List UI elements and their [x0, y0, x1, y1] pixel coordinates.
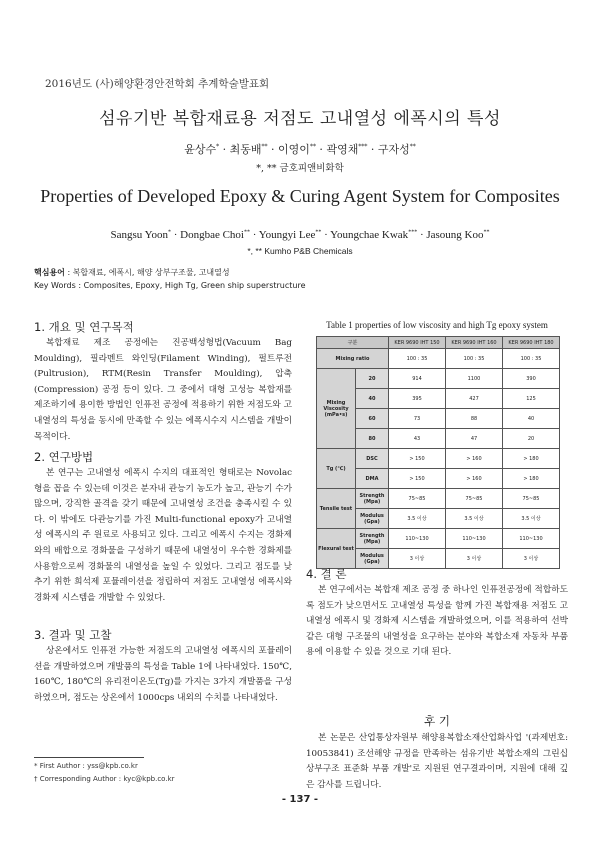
table-cell: 3 이상 — [446, 549, 503, 569]
table-cell: 100 : 35 — [389, 349, 446, 369]
table-cell: 390 — [503, 369, 560, 389]
row-sublabel: Strength (Mpa) — [356, 529, 389, 549]
properties-table — [316, 336, 560, 569]
section-3-text: 상온에서도 인퓨전 가능한 저점도의 고내열성 에폭시의 포뮬레이션을 개발하였으며 개발품의 특성을 Table 1에 나타내었다. 150℃, 160℃, 180℃의 유리전이온도(Tg)를 가지는 3가지 개발품을 구성하였으며, 점도는 상온에서 1000cps 내외의 수치를 나타내었다. — [34, 646, 292, 703]
section-4-title: 4. 결 론 — [306, 567, 347, 581]
table-cell: 110~130 — [389, 529, 446, 549]
table-cell: 110~130 — [503, 529, 560, 549]
authors-english: Sangsu Yoon* · Dongbae Choi** · Youngyi Lee** · Youngchae Kwak*** · Jasoung Koo** — [110, 229, 490, 241]
table-cell: > 180 — [503, 449, 560, 469]
table-cell: 110~130 — [446, 529, 503, 549]
author-ko: 곽영채 — [326, 143, 359, 156]
table-caption: Table 1 properties of low viscosity and high Tg epoxy system — [326, 320, 548, 330]
row-group-label: Tensile test — [317, 489, 356, 529]
author-ko: 최동배 — [229, 143, 262, 156]
table-cell: 47 — [446, 429, 503, 449]
row-label: Mixing ratio — [317, 349, 389, 369]
table-header-cell: KER 9690 IHT 180 — [503, 337, 560, 349]
author-ko: 이영이 — [278, 143, 310, 156]
table-header-cell: 구분 — [317, 337, 389, 349]
table-header-cell: KER 9690 IHT 160 — [446, 337, 503, 349]
conference-header: 2016년도 (사)해양환경안전학회 추계학술발표회 — [45, 78, 270, 90]
title-english: Properties of Developed Epoxy & Curing Agent System for Composites — [40, 186, 560, 206]
table-cell: > 150 — [389, 449, 446, 469]
table-cell: 20 — [503, 429, 560, 449]
table-cell: 75~85 — [503, 489, 560, 509]
row-group-label: Tg (℃) — [317, 449, 356, 489]
authors-korean: 윤상수* · 최동배** · 이영이** · 곽영채*** · 구자성** — [184, 143, 416, 156]
section-3-title: 3. 결과 및 고찰 — [34, 628, 112, 642]
row-sublabel: DMA — [356, 469, 389, 489]
table-cell: 75~85 — [446, 489, 503, 509]
table-cell: 914 — [389, 369, 446, 389]
table-header-cell: KER 9690 IHT 150 — [389, 337, 446, 349]
table-cell: 73 — [389, 409, 446, 429]
title-korean: 섬유기반 복합재료용 저점도 고내열성 에폭시의 특성 — [99, 109, 501, 129]
author-ko: 윤상수 — [184, 143, 217, 156]
author-en: Dongbae Choi — [180, 229, 244, 241]
row-group-label: Flexural test — [317, 529, 356, 569]
row-sublabel: 20 — [356, 369, 389, 389]
author-en: Sangsu Yoon — [110, 229, 168, 241]
table-cell: > 160 — [446, 449, 503, 469]
table-cell: 43 — [389, 429, 446, 449]
table-cell: 100 : 35 — [503, 349, 560, 369]
section-1-title: 1. 개요 및 연구목적 — [34, 320, 134, 334]
table-cell: > 160 — [446, 469, 503, 489]
table-cell: 88 — [446, 409, 503, 429]
author-en: Youngyi Lee — [258, 229, 316, 241]
table-cell: 3.5 이상 — [446, 509, 503, 529]
table-cell: 3 이상 — [389, 549, 446, 569]
footnote-corresponding-author: † Corresponding Author : kyc@kpb.co.kr — [34, 775, 175, 783]
table-cell: > 150 — [389, 469, 446, 489]
row-group-label: Mixing Viscosity (mPa•s) — [317, 369, 356, 449]
section-1-text: 복합재료 제조 공정에는 진공백성형법(Vacuum Bag Moulding), 필라멘트 와인딩(Filament Winding), 펄트루전(Pultrusion), RTM(Resin Transfer Moulding), 압축(Compression) 공정 등이 있다. 그 중에서 대형 고성능 복합재를 제조하기에 용이한 방법인 인퓨전 공정에 적용하기 위한 저점도와 고내열성의 특성을 동시에 만족할 수 있는 에폭시수지 시스템을 개발이 목적이다. — [34, 338, 292, 442]
table-cell: 395 — [389, 389, 446, 409]
row-sublabel: 80 — [356, 429, 389, 449]
table-cell: 427 — [446, 389, 503, 409]
section-2-title: 2. 연구방법 — [34, 450, 94, 464]
row-sublabel: 60 — [356, 409, 389, 429]
table-cell: 3.5 이상 — [389, 509, 446, 529]
footnote-divider — [34, 757, 144, 758]
table-cell: 100 : 35 — [446, 349, 503, 369]
row-sublabel: Modulus (Gpa) — [356, 549, 389, 569]
table-cell: 3.5 이상 — [503, 509, 560, 529]
section-4-text: 본 연구에서는 복합재 제조 공정 중 하나인 인퓨전공정에 적합하도록 점도가 낮으면서도 고내열성 특성을 함께 가진 복합재용 저점도 고내열성 에폭시 및 경화제 시스템을 개발하였으며, 이를 적용하여 선박 같은 대형 구조물의 내열성을 요구하는 분야와 복합소재 자동차 부품용에 이용할 수 있을 것으로 기대 된다. — [306, 585, 568, 658]
table-cell: 40 — [503, 409, 560, 429]
table-cell: 3 이상 — [503, 549, 560, 569]
affiliation-korean: *, ** 금호피앤비화학 — [256, 163, 344, 174]
table-cell: > 180 — [503, 469, 560, 489]
author-en: Youngchae Kwak — [330, 229, 409, 241]
affiliation-english: *, ** Kumho P&B Chemicals — [247, 246, 353, 256]
table-cell: 1100 — [446, 369, 503, 389]
row-sublabel: Strength (Mpa) — [356, 489, 389, 509]
keywords-english: Key Words : Composites, Epoxy, High Tg, Green ship superstructure — [34, 281, 306, 290]
footnote-first-author: * First Author : yss@kpb.co.kr — [34, 762, 138, 770]
table-cell: 125 — [503, 389, 560, 409]
acknowledgement-title: 후 기 — [424, 714, 450, 728]
page-number: - 137 - — [281, 794, 319, 805]
row-sublabel: 40 — [356, 389, 389, 409]
table-cell: 75~85 — [389, 489, 446, 509]
row-sublabel: Modulus (Gpa) — [356, 509, 389, 529]
author-ko: 구자성 — [377, 143, 410, 156]
section-2-text: 본 연구는 고내열성 에폭시 수지의 대표적인 형태로는 Novolac형을 꼽을 수 있는데 이것은 분자내 관능기 농도가 높고, 관능기 수가 많으며, 강직한 골격을 갖기 때문에 고내열성 조건을 충족시킬 수 있다. 이 밖에도 다관능기를 가진 Multi-functional epoxy가 고내열성 에폭시의 주 원료로 사용되고 있다. 그리고 에폭시 수지는 경화제와의 배합으로 경화물을 구성하기 때문에 내열성이 우수한 경화제를 사용함으로써 경화물의 내열성을 높일 수 있었다. 그리고 점도를 낮추기 위한 희석제 포뮬레이션을 정립하여 저점도 고내열성 에폭시와 경화제 시스템을 개발할 수 있었다. — [34, 468, 292, 603]
row-sublabel: DSC — [356, 449, 389, 469]
acknowledgement-text: 본 논문은 산업통상자원부 해양용복합소재산업화사업 '(과제번호: 10053841) 조선해양 규정을 만족하는 섬유기반 복합소재의 그린십 상부구조 표준화 부품 개발'로 지원된 연구결과이며, 지원에 대해 깊은 감사를 드립니다. — [306, 733, 568, 790]
author-en: Jasoung Koo — [426, 229, 484, 241]
keywords-korean: 핵심용어 : 복합재료, 에폭시, 해양 상부구조물, 고내열성 — [34, 268, 230, 277]
